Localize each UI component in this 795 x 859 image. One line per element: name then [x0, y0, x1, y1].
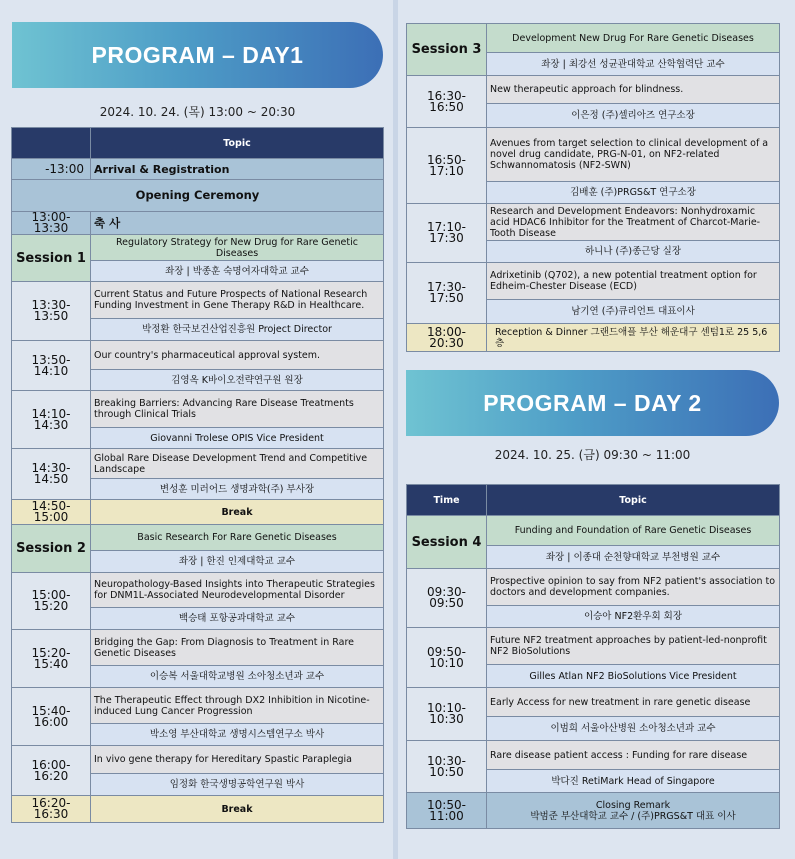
table-row: [407, 76, 780, 104]
day1-date: 2024. 10. 24. (목) 13:00 ~ 20:30: [99, 105, 296, 119]
closing-sub: 박범준 부산대학교 교수 / (주)PRGS&T 대표 이사: [530, 810, 736, 822]
table-row: [407, 741, 780, 770]
session1-label: Session 1: [12, 235, 91, 282]
talk-title: Avenues from target selection to clinical development of a novel drug candidate, PRG-N-01, on NF2-related Schwannomatosis (NF2-SWN): [487, 128, 780, 182]
session4-chair: 좌장 | 이종대 순천향대학교 부천병원 교수: [487, 546, 780, 569]
session3-title: Development New Drug For Rare Genetic Diseases: [487, 24, 780, 53]
session2-chair: 좌장 | 한진 인제대학교 교수: [91, 551, 384, 573]
talk-title: Early Access for new treatment in rare genetic disease: [487, 688, 780, 717]
talk-title: Neuropathology-Based Insights into Therapeutic Strategies for DNM1L-Associated Neurodevelopmental Disorder: [91, 573, 384, 608]
talk-speaker: 김영옥 K바이오전략연구원 원장: [91, 370, 384, 391]
session3-label: Session 3: [407, 24, 487, 76]
talk-time: 09:50-10:10: [407, 628, 487, 688]
table-header-row: [407, 485, 780, 516]
talk-speaker: 남기연 (주)큐리언트 대표이사: [487, 300, 780, 324]
talk-time: 13:30-13:50: [12, 282, 91, 341]
session2-title: Basic Research For Rare Genetic Diseases: [91, 525, 384, 551]
day1-banner-text: PROGRAM – DAY1: [91, 41, 304, 68]
opening-sub: 축 사: [91, 212, 384, 235]
header-time: Time: [407, 485, 487, 516]
table-row: [12, 688, 384, 724]
break-row: [12, 796, 384, 823]
talk-title: Prospective opinion to say from NF2 patient's association to doctors and development companies.: [487, 569, 780, 606]
header-topic: Topic: [487, 485, 780, 516]
session4-row: [407, 516, 780, 546]
session1-title: Regulatory Strategy for New Drug for Rare Genetic Diseases: [91, 235, 384, 261]
break-time: 14:50-15:00: [12, 500, 91, 525]
day1-schedule-table: [11, 127, 384, 823]
table-row: [12, 341, 384, 370]
session4-label: Session 4: [407, 516, 487, 569]
session1-row: [12, 235, 384, 261]
talk-speaker: 박정환 한국보건산업진흥원 Project Director: [91, 319, 384, 341]
talk-speaker: 김배훈 (주)PRGS&T 연구소장: [487, 182, 780, 204]
talk-speaker: 이승아 NF2환우회 회장: [487, 606, 780, 628]
table-header-row: [12, 128, 384, 159]
talk-title: Adrixetinib (Q702), a new potential treatment option for Edheim-Chester Disease (ECD): [487, 263, 780, 300]
break-label: Break: [91, 500, 384, 525]
session3-table: [406, 23, 780, 352]
session2-label: Session 2: [12, 525, 91, 573]
session4-title: Funding and Foundation of Rare Genetic Diseases: [487, 516, 780, 546]
header-topic: Topic: [91, 128, 384, 159]
talk-title: In vivo gene therapy for Hereditary Spastic Paraplegia: [91, 746, 384, 774]
talk-time: 16:00-16:20: [12, 746, 91, 796]
day2-banner: [406, 370, 779, 436]
reception-label: Reception & Dinner 그랜드애플 부산 해운대구 센텀1로 25 5,6층: [487, 324, 780, 352]
talk-time: 16:50-17:10: [407, 128, 487, 204]
break-label: Break: [91, 796, 384, 823]
table-row: [12, 449, 384, 479]
talk-speaker: 이은정 (주)셀리아즈 연구소장: [487, 104, 780, 128]
talk-time: 13:50-14:10: [12, 341, 91, 391]
talk-speaker: 임정화 한국생명공학연구원 박사: [91, 774, 384, 796]
break-time: 16:20-16:30: [12, 796, 91, 823]
table-row: [12, 282, 384, 319]
table-row: [407, 128, 780, 182]
day1-banner: [12, 22, 383, 88]
talk-time: 10:30-10:50: [407, 741, 487, 793]
table-row: [12, 573, 384, 608]
talk-time: 14:30-14:50: [12, 449, 91, 500]
talk-time: 15:20-15:40: [12, 630, 91, 688]
talk-time: 14:10-14:30: [12, 391, 91, 449]
table-row: [407, 688, 780, 717]
session3-row: [407, 24, 780, 53]
talk-time: 10:10-10:30: [407, 688, 487, 741]
session2-row: [12, 525, 384, 551]
table-row: [12, 746, 384, 774]
table-row: [12, 391, 384, 428]
talk-speaker: 하니나 (주)종근당 실장: [487, 241, 780, 263]
arrival-row: [12, 159, 384, 180]
closing-time: 10:50-11:00: [407, 793, 487, 829]
closing-label: Closing Remark: [595, 799, 671, 811]
table-row: [407, 628, 780, 665]
session3-chair: 좌장 | 최강선 성균관대학교 산학협력단 교수: [487, 53, 780, 76]
talk-speaker: 박소영 부산대학교 생명시스템연구소 박사: [91, 724, 384, 746]
talk-title: Breaking Barriers: Advancing Rare Disease Treatments through Clinical Trials: [91, 391, 384, 428]
reception-row: [407, 324, 780, 352]
arrival-time: -13:00: [12, 159, 91, 180]
arrival-label: Arrival & Registration: [91, 159, 384, 180]
talk-speaker: Giovanni Trolese OPIS Vice President: [91, 428, 384, 449]
talk-title: Future NF2 treatment approaches by patient-led-nonprofit NF2 BioSolutions: [487, 628, 780, 665]
talk-speaker: 이승복 서울대학교병원 소아청소년과 교수: [91, 666, 384, 688]
opening-row: [12, 180, 384, 212]
talk-speaker: 이범희 서울아산병원 소아청소년과 교수: [487, 717, 780, 741]
talk-time: 09:30-09:50: [407, 569, 487, 628]
table-row: [12, 630, 384, 666]
talk-title: Bridging the Gap: From Diagnosis to Treatment in Rare Genetic Diseases: [91, 630, 384, 666]
table-row: [407, 204, 780, 241]
talk-time: 17:30-17:50: [407, 263, 487, 324]
talk-title: New therapeutic approach for blindness.: [487, 76, 780, 104]
day2-date: 2024. 10. 25. (금) 09:30 ~ 11:00: [494, 448, 691, 462]
day2-banner-text: PROGRAM – DAY 2: [483, 389, 702, 416]
break-row: [12, 500, 384, 525]
closing-row: [407, 793, 780, 829]
talk-title: The Therapeutic Effect through DX2 Inhibition in Nicotine-induced Lung Cancer Progression: [91, 688, 384, 724]
talk-speaker: 변성훈 미러어드 생명과학(주) 부사장: [91, 479, 384, 500]
talk-title: Our country's pharmaceutical approval system.: [91, 341, 384, 370]
table-row: [407, 263, 780, 300]
table-row: [407, 569, 780, 606]
reception-time: 18:00-20:30: [407, 324, 487, 352]
talk-time: 15:40-16:00: [12, 688, 91, 746]
talk-title: Global Rare Disease Development Trend and Competitive Landscape: [91, 449, 384, 479]
talk-title: Rare disease patient access : Funding for rare disease: [487, 741, 780, 770]
talk-time: 17:10-17:30: [407, 204, 487, 263]
closing-cell: [487, 793, 780, 829]
talk-title: Current Status and Future Prospects of National Research Funding Investment in Gene Therapy R&D in Healthcare.: [91, 282, 384, 319]
opening-time: 13:00-13:30: [12, 212, 91, 235]
day2-schedule-table: [406, 484, 780, 829]
talk-time: 15:00-15:20: [12, 573, 91, 630]
opening-label: Opening Ceremony: [12, 180, 384, 212]
talk-speaker: 백승태 포항공과대학교 교수: [91, 608, 384, 630]
talk-speaker: 박다진 RetiMark Head of Singapore: [487, 770, 780, 793]
talk-speaker: Gilles Atlan NF2 BioSolutions Vice President: [487, 665, 780, 688]
talk-title: Research and Development Endeavors: Nonhydroxamic acid HDAC6 Inhibitor for the Treatment of Charcot-Marie-Tooth Disease: [487, 204, 780, 241]
session1-chair: 좌장 | 박종훈 숙명여자대학교 교수: [91, 261, 384, 282]
talk-time: 16:30-16:50: [407, 76, 487, 128]
opening-sub-row: [12, 212, 384, 235]
